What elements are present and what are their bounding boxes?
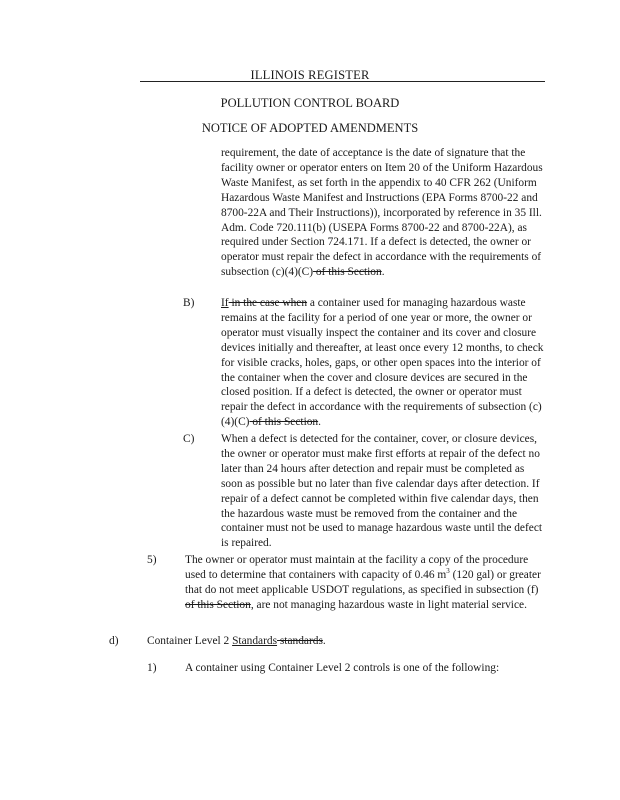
superscript: 3	[446, 567, 450, 576]
struck-text: standards	[277, 635, 323, 647]
inserted-text: Standards	[232, 635, 278, 647]
struck-text: of this Section	[185, 598, 251, 611]
board-title: POLLUTION CONTROL BOARD	[220, 96, 400, 110]
item-b-paragraph: If in the case when a container used for managing hazardous waste remains at the facility for a period of one year or more, the owner or operator must visually inspect the container and its cover and closure devices initially and thereafter, at least once every 12 months, to check for visible cracks, holes, gaps, or other open spaces into the interior of the container when the cover and closure devices are secured in the closed position. If a defect is detected, the owner or operator must repair the defect in accordance with the requirements of subsection (c)(4)(C) of this Section.	[221, 297, 544, 429]
item-d1-label: 1)	[147, 662, 157, 674]
item-b-label: B)	[183, 297, 195, 309]
item-c-paragraph: When a defect is detected for the container, cover, or closure devices, the owner or operator must make first efforts at repair of the defect no later than 24 hours after detection and repair must be completed as soon as possible but no later than five calendar days after detection. If repair of a defect cannot be completed within five calendar days, then the hazardous waste must be removed from the container and the container must not be used to manage hazardous waste until the defect is repaired.	[221, 433, 543, 550]
item-5-label: 5)	[147, 554, 157, 566]
item-5-paragraph: The owner or operator must maintain at the facility a copy of the procedure used to determine that containers with capacity of 0.46 $m^3$ (120 gal) or greater that do not meet applicable USDOT regulations, as specified in subsection (f) of this Section, are not managing hazardous waste in light material service.	[185, 554, 541, 611]
item-d-label: d)	[109, 635, 119, 647]
item-c-label: C)	[183, 433, 195, 445]
notice-title: NOTICE OF ADOPTED AMENDMENTS	[201, 121, 419, 135]
continuation-paragraph: requirement, the date of acceptance is the date of signature that the facility owner or operator enters on Item 20 of the Uniform Hazardous Waste Manifest, as set forth in the appendix to 40 CFR 262 (Uniform Hazardous Waste Manifest and Instructions (EPA Forms 8700-22 and 8700-22A and Their Instructions)), incorporated by reference in 35 Ill. Adm. Code 720.111(b) (USEPA Forms 8700-22 and 8700-22A), as required under Section 724.171. If a defect is detected, the owner or operator must repair the defect in accordance with the requirements of subsection (c)(4)(C) of this Section.	[221, 147, 543, 279]
header-rule	[140, 81, 545, 82]
struck-text: of this Section	[313, 266, 382, 279]
struck-text: of this Section	[249, 416, 319, 429]
item-d-heading: Container Level 2 Standards standards.	[147, 635, 326, 647]
continuation-text: requirement, the date of acceptance is the date of signature that the facility owner or operator enters on Item 20 of the Uniform Hazardous Waste Manifest, as set forth in the appendix to 40 CFR 262 (Uniform Hazardous Waste Manifest and Instructions (EPA Forms 8700-22 and 8700-22A and Their Instructions)), incorporated by reference in 35 Ill. Adm. Code 720.111(b) (USEPA Forms 8700-22 and 8700-22A), as required under Section 724.171. If a defect is detected, the owner or operator must repair the defect in accordance with the requirements of subsection (c)(4)(C)	[221, 147, 543, 279]
struck-text: in the case when	[228, 297, 308, 309]
item-d1-paragraph: A container using Container Level 2 controls is one of the following:	[185, 662, 500, 674]
register-title: ILLINOIS REGISTER	[250, 68, 370, 82]
inserted-text: If	[221, 297, 229, 309]
